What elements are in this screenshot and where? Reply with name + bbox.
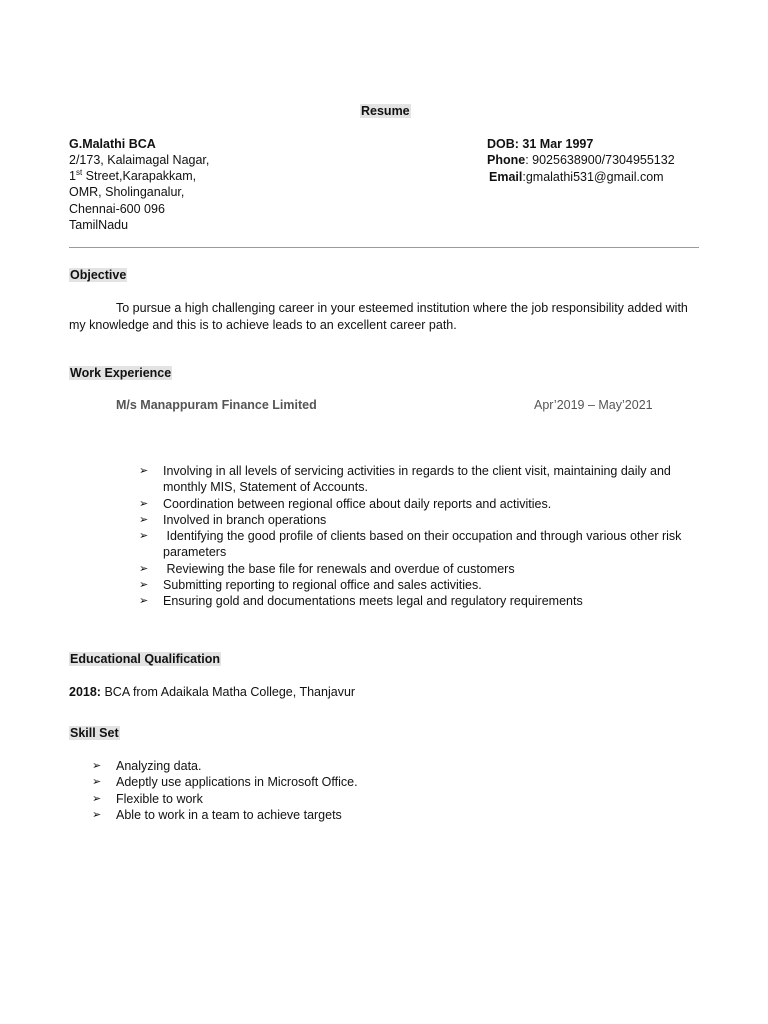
- education-heading: Educational Qualification: [70, 652, 221, 666]
- address-street-suffix: st: [75, 167, 83, 177]
- list-item: ➢ Reviewing the base file for renewals and overdue of customers: [139, 561, 515, 576]
- arrow-bullet-icon: ➢: [139, 512, 149, 526]
- list-item: ➢ Submitting reporting to regional office and sales activities.: [139, 578, 482, 593]
- list-item: ➢ Involved in branch operations: [139, 512, 327, 527]
- address-line-4: Chennai-600 096: [69, 202, 165, 216]
- address-street-name: Street,Karapakkam,: [82, 169, 197, 183]
- work-duties-list: [139, 463, 699, 610]
- skill-set-heading: Skill Set: [70, 726, 119, 740]
- list-item: ➢ Involving in all levels of servicing activities in regards to the client visit, maintaining daily and monthly MIS, Statement of Accounts.: [139, 464, 671, 495]
- education-year: 2018:: [69, 685, 101, 699]
- arrow-bullet-icon: ➢: [92, 775, 102, 789]
- skills-list: [92, 758, 592, 823]
- list-item: ➢ Flexible to work: [92, 791, 203, 806]
- candidate-name: G.Malathi BCA: [69, 137, 156, 151]
- dob: DOB: 31 Mar 1997: [487, 137, 594, 151]
- arrow-bullet-icon: ➢: [139, 594, 149, 608]
- email: [489, 170, 664, 184]
- arrow-bullet-icon: ➢: [92, 759, 102, 772]
- email-value: :gmalathi531@gmail.com: [522, 170, 664, 184]
- phone-label: Phone: [487, 153, 526, 167]
- arrow-bullet-icon: ➢: [139, 561, 149, 575]
- address-line-2: [69, 169, 196, 183]
- address-line-1: 2/173, Kalaimagal Nagar,: [69, 153, 210, 167]
- arrow-bullet-icon: ➢: [139, 496, 149, 510]
- email-label: Email: [489, 170, 523, 184]
- phone-value: : 9025638900/7304955132: [525, 153, 675, 167]
- arrow-bullet-icon: ➢: [139, 464, 149, 477]
- list-item: ➢ Identifying the good profile of clients based on their occupation and through various other risk parameters: [139, 529, 685, 560]
- list-item: ➢ Adeptly use applications in Microsoft Office.: [92, 775, 358, 790]
- company-name: M/s Manappuram Finance Limited: [116, 398, 317, 412]
- arrow-bullet-icon: ➢: [92, 791, 102, 805]
- objective-body: To pursue a high challenging career in your esteemed institution where the job responsibility added with my knowledge and this is to achieve leads to an excellent career path.: [69, 301, 688, 332]
- education-entry: [69, 685, 355, 699]
- phone: [487, 153, 675, 167]
- arrow-bullet-icon: ➢: [92, 807, 102, 821]
- address-line-5: TamilNadu: [69, 218, 129, 232]
- address-street-number: 1: [69, 169, 76, 183]
- address-line-3: OMR, Sholinganalur,: [69, 185, 185, 199]
- list-item: ➢ Able to work in a team to achieve targets: [92, 807, 342, 822]
- objective-text: [69, 300, 699, 333]
- list-item: ➢ Analyzing data.: [92, 759, 202, 773]
- objective-heading: Objective: [70, 268, 127, 282]
- page-title: Resume: [361, 104, 410, 118]
- work-experience-heading: Work Experience: [70, 366, 172, 380]
- list-item: ➢ Ensuring gold and documentations meets legal and regulatory requirements: [139, 594, 583, 609]
- arrow-bullet-icon: ➢: [139, 578, 149, 592]
- education-detail: BCA from Adaikala Matha College, Thanjavur: [100, 685, 356, 699]
- header-divider: [69, 247, 699, 248]
- employment-period: Apr’2019 – May’2021: [534, 398, 653, 412]
- arrow-bullet-icon: ➢: [139, 529, 149, 543]
- list-item: ➢ Coordination between regional office about daily reports and activities.: [139, 496, 552, 511]
